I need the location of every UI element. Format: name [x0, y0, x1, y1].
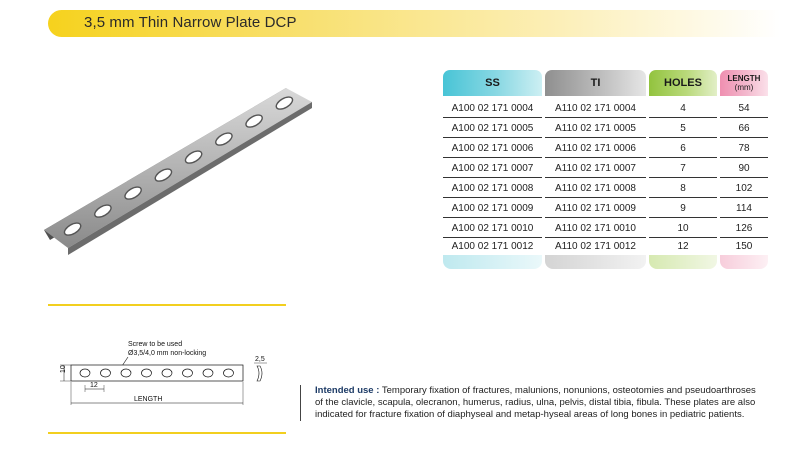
plate-photo	[40, 80, 330, 265]
drawing-hole	[224, 369, 234, 377]
cell-length: 78	[720, 138, 768, 158]
cell-length: 150	[735, 241, 753, 252]
cell-length: 126	[720, 218, 768, 238]
cell-length: 114	[720, 198, 768, 218]
cell-holes: 8	[649, 178, 717, 198]
cell-ti: A110 02 171 0007	[545, 158, 646, 178]
table-row	[443, 198, 768, 217]
cell-ti: A110 02 171 0008	[545, 178, 646, 198]
table-row	[443, 118, 768, 137]
col-header-length-label: LENGTH	[727, 74, 761, 83]
table-row	[443, 178, 768, 197]
dim-length: LENGTH	[134, 396, 163, 403]
cell-ti: A110 02 171 0005	[545, 118, 646, 138]
cell-holes: 4	[649, 98, 717, 118]
cell-holes: 7	[649, 158, 717, 178]
cell-holes: 10	[649, 218, 717, 238]
drawing-separator-bottom	[48, 432, 286, 434]
cell-length: 66	[720, 118, 768, 138]
table-row	[443, 236, 768, 255]
cell-length: 102	[720, 178, 768, 198]
col-header-ti: TI	[545, 70, 646, 96]
col-header-holes: HOLES	[649, 70, 717, 96]
cell-length: 54	[720, 98, 768, 118]
table-row	[443, 218, 768, 237]
drawing-hole	[162, 369, 172, 377]
spec-table	[443, 70, 768, 270]
cell-ss: A100 02 171 0012	[451, 241, 534, 252]
cell-ti: A110 02 171 0009	[545, 198, 646, 218]
dim-thickness: 2,5	[255, 356, 265, 363]
col-footer-ti	[545, 255, 646, 269]
intended-use	[300, 385, 761, 421]
drawing-hole	[203, 369, 213, 377]
drawing-hole	[80, 369, 90, 377]
drawing-hole	[183, 369, 193, 377]
table-row	[443, 98, 768, 117]
cell-holes: 6	[649, 138, 717, 158]
cell-length: 90	[720, 158, 768, 178]
page-title: 3,5 mm Thin Narrow Plate DCP	[84, 14, 297, 31]
cell-ti: A110 02 171 0010	[545, 218, 646, 238]
drawing-hole	[101, 369, 111, 377]
cell-ti: A110 02 171 0006	[545, 138, 646, 158]
intended-use-text: Temporary fixation of fractures, malunions, nonunions, osteotomies and pseudoarthroses of the clavicle, scapula, olecranon, humerus, radius, ulna, pelvis, distal tibia, fibula. These plates are also indicated for fracture fixation of diaphyseal and metap-hyseal areas of long bones in pediatric patients.	[315, 385, 756, 420]
cell-ss: A100 02 171 0010	[443, 218, 542, 238]
cell-ss: A100 02 171 0005	[443, 118, 542, 138]
cell-ss: A100 02 171 0009	[443, 198, 542, 218]
col-footer-length	[720, 255, 768, 269]
dim-width: 10	[60, 365, 67, 373]
table-row	[443, 158, 768, 177]
table-row	[443, 138, 768, 157]
drawing-hole	[121, 369, 131, 377]
col-header-length	[720, 70, 768, 96]
cell-ss: A100 02 171 0007	[443, 158, 542, 178]
cell-ti: A110 02 171 0004	[545, 98, 646, 118]
screw-note-line2: Ø3,5/4,0 mm non-locking	[128, 350, 207, 357]
cell-holes: 9	[649, 198, 717, 218]
drawing-hole	[142, 369, 152, 377]
cell-holes: 5	[649, 118, 717, 138]
cell-holes: 12	[677, 241, 689, 252]
col-header-ss: SS	[443, 70, 542, 96]
intended-use-label: Intended use :	[315, 385, 380, 396]
col-footer-holes	[649, 255, 717, 269]
cell-ss: A100 02 171 0006	[443, 138, 542, 158]
cell-ss: A100 02 171 0008	[443, 178, 542, 198]
col-header-length-unit: (mm)	[734, 83, 754, 92]
col-footer-ss	[443, 255, 542, 269]
technical-drawing	[48, 335, 288, 415]
dim-hole-spacing: 12	[90, 382, 98, 389]
screw-note-line1: Screw to be used	[128, 341, 183, 348]
drawing-separator-top	[48, 304, 286, 306]
cell-ss: A100 02 171 0004	[443, 98, 542, 118]
cell-ti: A110 02 171 0012	[554, 241, 636, 252]
